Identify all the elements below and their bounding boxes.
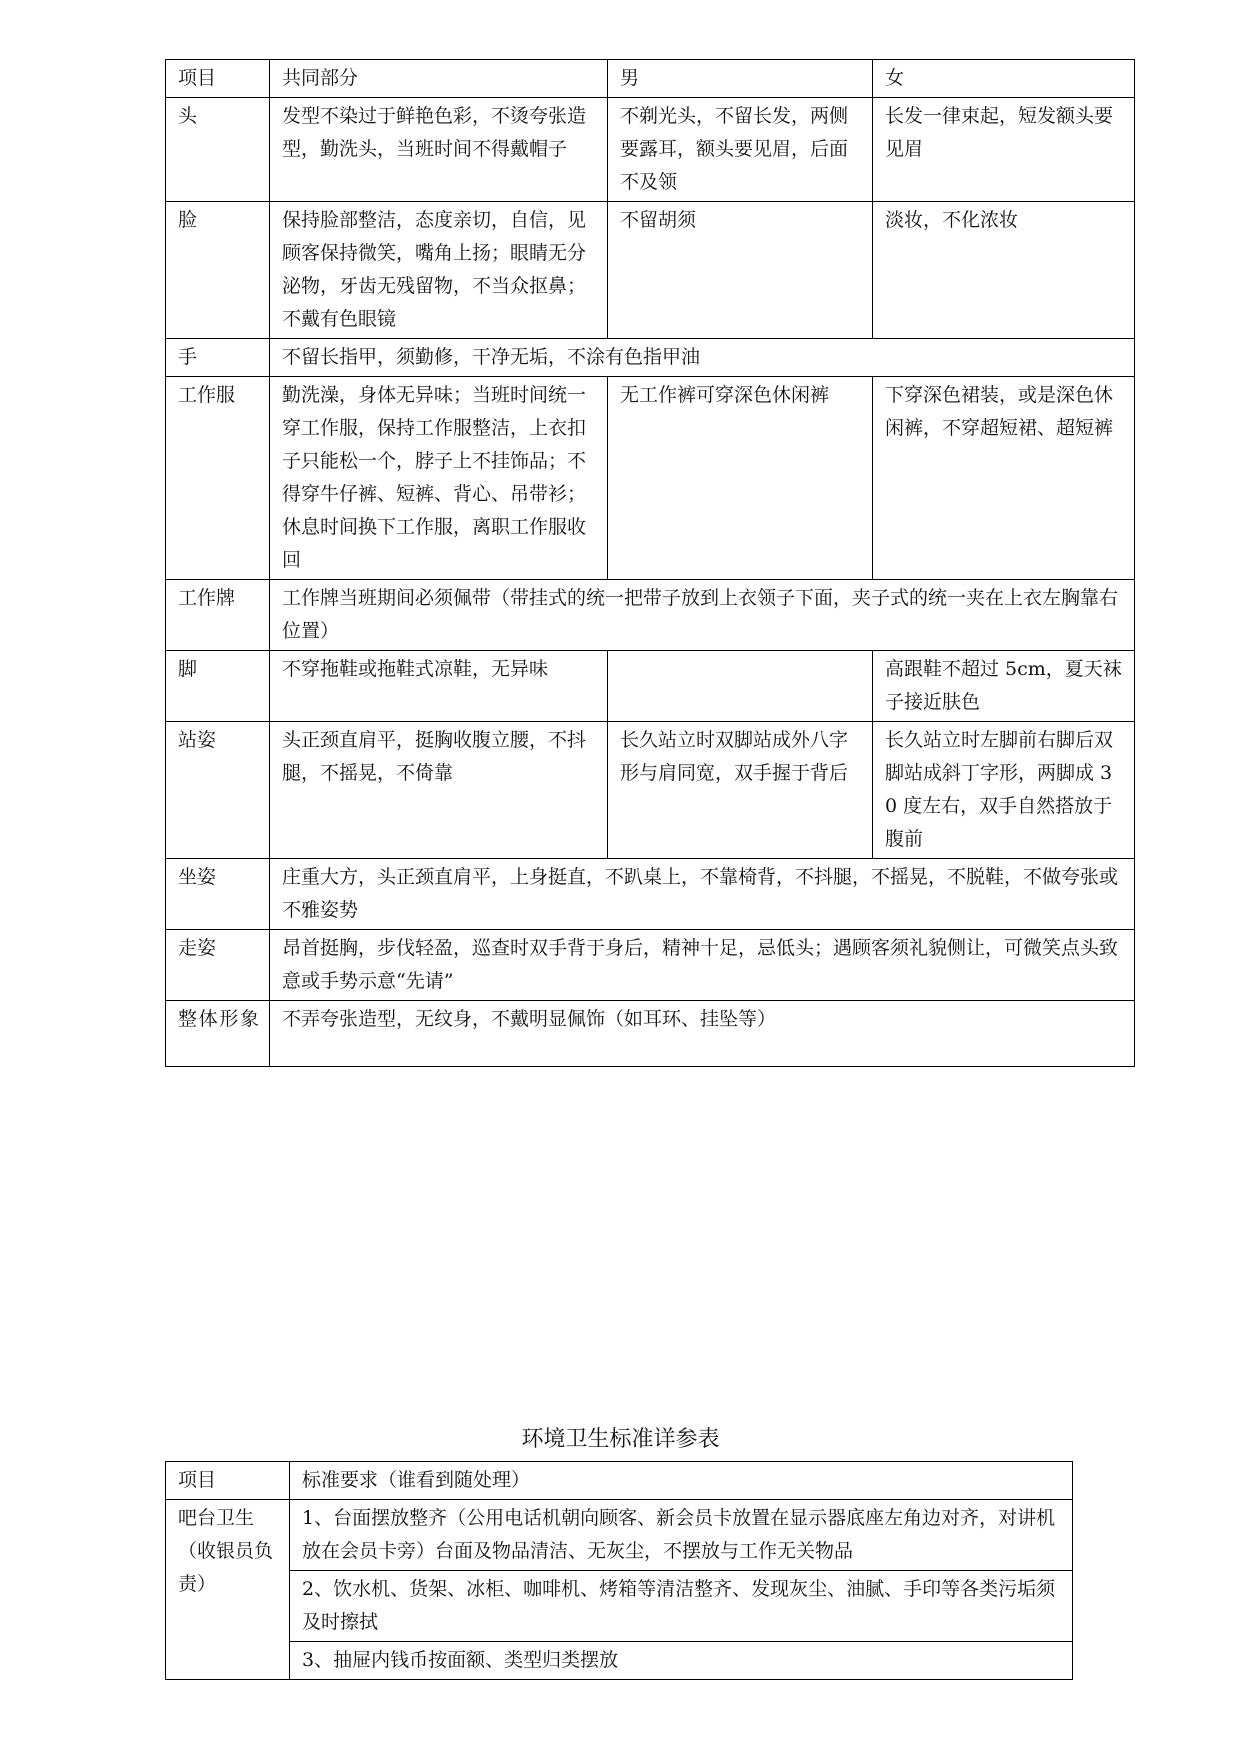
female-cell: 长久站立时左脚前右脚后双脚站成斜丁字形，两脚成 30 度左右，双手自然搭放于腹前 <box>873 722 1135 859</box>
table-row <box>166 722 1135 859</box>
male-cell: 不留胡须 <box>608 202 873 339</box>
header-item: 项目 <box>166 60 270 98</box>
table-header-row <box>166 1462 1073 1500</box>
table-row <box>166 202 1135 339</box>
table-row <box>166 859 1135 930</box>
table-row <box>166 377 1135 580</box>
table-row <box>166 1571 1073 1642</box>
table-row <box>166 1500 1073 1571</box>
row-label: 头 <box>166 98 270 202</box>
table-row <box>166 651 1135 722</box>
standard-item: 3、抽屉内钱币按面额、类型归类摆放 <box>290 1642 1073 1680</box>
common-cell: 头正颈直肩平，挺胸收腹立腰，不抖腿，不摇晃，不倚靠 <box>270 722 608 859</box>
grooming-standards-table <box>165 59 1135 1067</box>
table-row <box>166 1001 1135 1067</box>
table-row <box>166 1642 1073 1680</box>
header-male: 男 <box>608 60 873 98</box>
common-cell: 不穿拖鞋或拖鞋式凉鞋，无异味 <box>270 651 608 722</box>
table-row <box>166 580 1135 651</box>
table-row <box>166 98 1135 202</box>
group-label: 吧台卫生（收银员负责） <box>166 1500 290 1680</box>
header-common: 共同部分 <box>270 60 608 98</box>
header-standard: 标准要求（谁看到随处理） <box>290 1462 1073 1500</box>
female-cell: 长发一律束起，短发额头要见眉 <box>873 98 1135 202</box>
female-cell: 下穿深色裙装，或是深色休闲裤，不穿超短裙、超短裤 <box>873 377 1135 580</box>
header-female: 女 <box>873 60 1135 98</box>
row-label: 工作牌 <box>166 580 270 651</box>
hygiene-table-title: 环境卫生标准详参表 <box>521 1427 720 1452</box>
spanning-cell: 不弄夸张造型，无纹身，不戴明显佩饰（如耳环、挂坠等） <box>270 1001 1135 1067</box>
male-cell: 长久站立时双脚站成外八字形与肩同宽，双手握于背后 <box>608 722 873 859</box>
common-cell: 勤洗澡，身体无异味；当班时间统一穿工作服，保持工作服整洁，上衣扣子只能松一个，脖子上不挂饰品；不得穿牛仔裤、短裤、背心、吊带衫；休息时间换下工作服，离职工作服收回 <box>270 377 608 580</box>
table-row <box>166 930 1135 1001</box>
spanning-cell: 不留长指甲，须勤修，干净无垢，不涂有色指甲油 <box>270 339 1135 377</box>
row-label: 工作服 <box>166 377 270 580</box>
common-cell: 保持脸部整洁，态度亲切，自信，见顾客保持微笑，嘴角上扬；眼睛无分泌物，牙齿无残留物，不当众抠鼻；不戴有色眼镜 <box>270 202 608 339</box>
row-label: 站姿 <box>166 722 270 859</box>
spanning-cell: 庄重大方，头正颈直肩平，上身挺直，不趴桌上，不靠椅背，不抖腿，不摇晃，不脱鞋，不做夸张或不雅姿势 <box>270 859 1135 930</box>
row-label: 走姿 <box>166 930 270 1001</box>
male-cell: 无工作裤可穿深色休闲裤 <box>608 377 873 580</box>
hygiene-standards-table <box>165 1461 1073 1680</box>
row-label: 脸 <box>166 202 270 339</box>
female-cell: 淡妆，不化浓妆 <box>873 202 1135 339</box>
row-label: 整体形象 <box>166 1001 270 1067</box>
female-cell: 高跟鞋不超过 5cm，夏天袜子接近肤色 <box>873 651 1135 722</box>
male-cell: 不剃光头，不留长发，两侧要露耳，额头要见眉，后面不及领 <box>608 98 873 202</box>
male-cell <box>608 651 873 722</box>
standard-item: 1、台面摆放整齐（公用电话机朝向顾客、新会员卡放置在显示器底座左角边对齐，对讲机放在会员卡旁）台面及物品清洁、无灰尘，不摆放与工作无关物品 <box>290 1500 1073 1571</box>
table-header-row <box>166 60 1135 98</box>
row-label: 脚 <box>166 651 270 722</box>
header-item: 项目 <box>166 1462 290 1500</box>
table-row <box>166 339 1135 377</box>
row-label: 坐姿 <box>166 859 270 930</box>
row-label: 手 <box>166 339 270 377</box>
common-cell: 发型不染过于鲜艳色彩，不烫夸张造型，勤洗头，当班时间不得戴帽子 <box>270 98 608 202</box>
spanning-cell: 工作牌当班期间必须佩带（带挂式的统一把带子放到上衣领子下面，夹子式的统一夹在上衣左胸靠右位置） <box>270 580 1135 651</box>
spanning-cell: 昂首挺胸，步伐轻盈，巡查时双手背于身后，精神十足，忌低头；遇顾客须礼貌侧让，可微笑点头致意或手势示意“先请” <box>270 930 1135 1001</box>
standard-item: 2、饮水机、货架、冰柜、咖啡机、烤箱等清洁整齐、发现灰尘、油腻、手印等各类污垢须及时擦拭 <box>290 1571 1073 1642</box>
